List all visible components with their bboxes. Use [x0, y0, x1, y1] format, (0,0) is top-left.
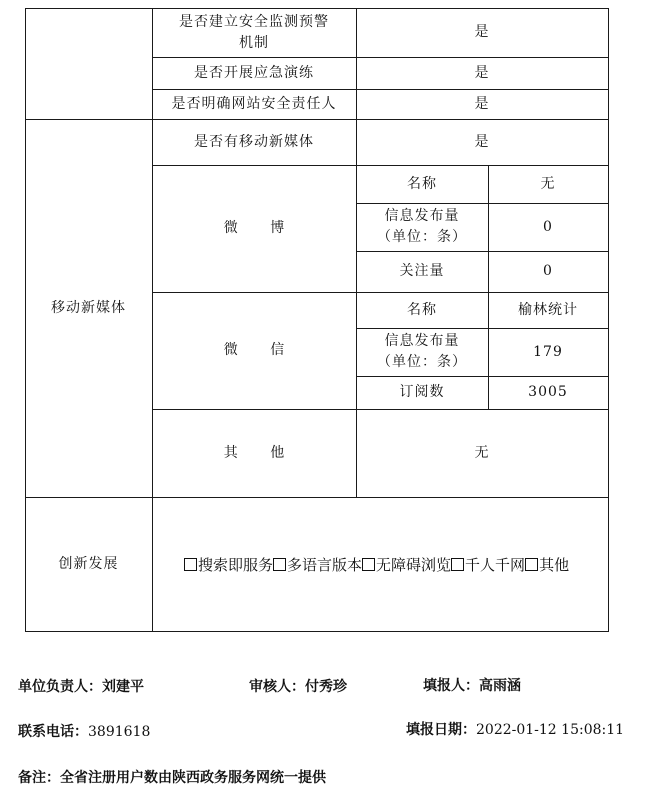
- has-mobile-media-label: 是否有移动新媒体: [194, 133, 314, 150]
- innovation-section-label: 创新发展: [58, 555, 119, 572]
- other-media-label: 其 他: [223, 444, 299, 461]
- option-accessibility[interactable]: [362, 554, 451, 575]
- weibo-posts-label-line2: （单位：条）: [377, 229, 467, 245]
- security-monitoring-value: 是: [474, 24, 490, 40]
- contact-phone-label: 联系电话：: [18, 724, 88, 740]
- weibo-posts-label-line1: 信息发布量: [384, 208, 460, 224]
- wechat-posts-label-line1: 信息发布量: [384, 333, 460, 349]
- wechat-posts-label-line2: （单位：条）: [377, 354, 467, 370]
- other-media-value: 无: [474, 444, 490, 461]
- weibo-name-value: 无: [540, 175, 556, 192]
- security-officer-value: 是: [474, 95, 490, 112]
- option-label: 无障碍浏览: [376, 555, 452, 574]
- reviewer-label: 审核人：: [249, 679, 305, 695]
- checkbox-icon[interactable]: [273, 558, 286, 571]
- fill-date-label: 填报日期：: [406, 722, 476, 738]
- wechat-subscribers-label: 订阅数: [399, 384, 445, 400]
- filler: [423, 675, 521, 695]
- security-monitoring-label: [152, 8, 356, 57]
- security-monitoring-label-line2: 机制: [239, 34, 269, 51]
- checkbox-icon[interactable]: [451, 558, 464, 571]
- weibo-followers-label: 关注量: [399, 263, 445, 279]
- mobile-media-section-label: 移动新媒体: [51, 299, 126, 316]
- wechat-posts-label: [356, 328, 488, 376]
- option-label: 其他: [539, 555, 570, 574]
- emergency-drill-label: 是否开展应急演练: [194, 64, 314, 81]
- checkbox-icon[interactable]: [525, 558, 538, 571]
- security-officer-label: 是否明确网站安全责任人: [171, 95, 337, 112]
- option-multilingual[interactable]: [273, 554, 362, 575]
- unit-head-label: 单位负责人：: [18, 679, 102, 695]
- option-label: 多语言版本: [287, 555, 363, 574]
- reviewer: [249, 676, 347, 696]
- option-search-service[interactable]: [184, 554, 273, 575]
- wechat-posts-value: 179: [533, 343, 563, 360]
- contact-phone: [18, 721, 150, 741]
- option-label: 搜索即服务: [198, 555, 274, 574]
- wechat-label: 微 信: [223, 342, 299, 358]
- filler-label: 填报人：: [423, 678, 479, 694]
- emergency-drill-value: 是: [474, 64, 490, 81]
- fill-date: [406, 719, 624, 739]
- weibo-posts-value: 0: [543, 218, 553, 235]
- innovation-options: [152, 497, 608, 631]
- wechat-name-value: 榆林统计: [518, 301, 578, 318]
- filler-value: 高雨涵: [479, 678, 521, 694]
- option-personalization[interactable]: [451, 554, 525, 575]
- unit-head: [18, 676, 144, 696]
- wechat-subscribers-value: 3005: [528, 384, 568, 400]
- weibo-followers-value: 0: [543, 263, 553, 279]
- weibo-label: 微 博: [223, 220, 299, 236]
- fill-date-value: 2022-01-12 15:08:11: [476, 722, 625, 738]
- weibo-posts-label: [356, 203, 488, 251]
- checkbox-icon[interactable]: [184, 558, 197, 571]
- reviewer-value: 付秀珍: [305, 679, 347, 695]
- footnote: 备注：全省注册用户数由陕西政务服务网统一提供: [18, 770, 326, 786]
- has-mobile-media-value: 是: [474, 133, 490, 150]
- checkbox-icon[interactable]: [362, 558, 375, 571]
- option-other[interactable]: [525, 554, 569, 575]
- unit-head-value: 刘建平: [102, 679, 144, 695]
- weibo-name-label: 名称: [407, 175, 437, 192]
- wechat-name-label: 名称: [407, 301, 437, 318]
- contact-phone-value: 3891618: [88, 724, 151, 740]
- option-label: 千人千网: [465, 555, 526, 574]
- security-monitoring-label-line1: 是否建立安全监测预警: [179, 13, 329, 30]
